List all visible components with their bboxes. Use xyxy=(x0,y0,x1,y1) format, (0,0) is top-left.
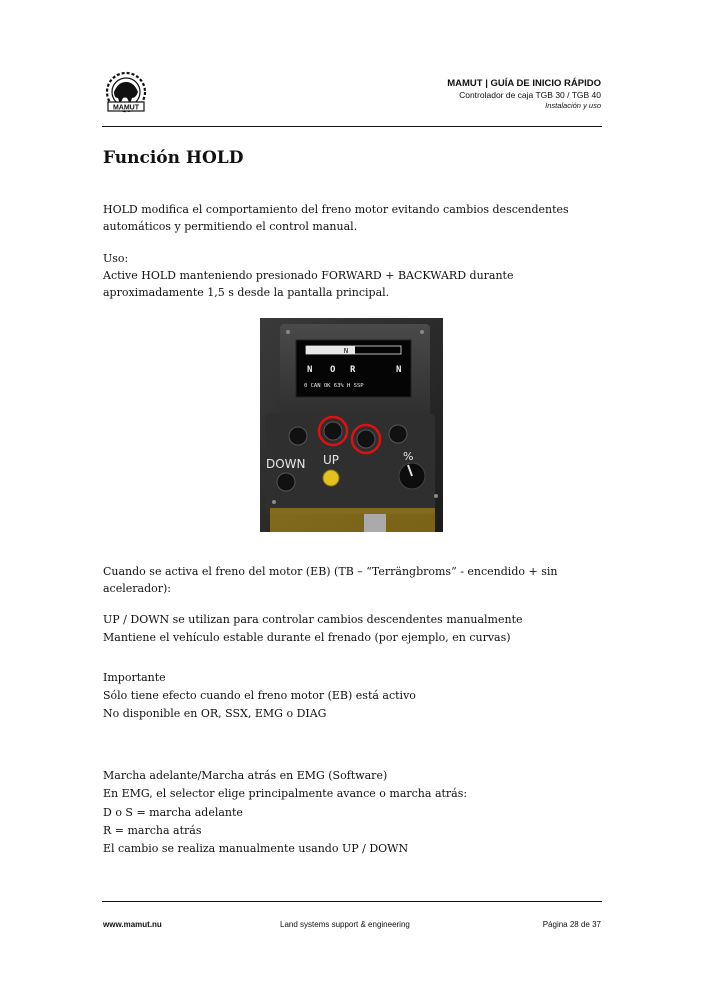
header-section: Instalación y uso xyxy=(545,101,601,110)
header-divider xyxy=(102,126,602,127)
eb-line-1: UP / DOWN se utilizan para controlar cambios descendentes manualmente xyxy=(103,613,523,626)
display-status-text: 0 CAN OK 63% H SSP xyxy=(304,383,364,389)
uso-paragraph: Active HOLD manteniendo presionado FORWARD + BACKWARD durante aproximadamente 1,5 s desde la pantalla principal. xyxy=(103,269,514,299)
display-row-2: O xyxy=(330,365,336,375)
mamut-logo xyxy=(100,70,152,116)
intro-paragraph: HOLD modifica el comportamiento del freno motor evitando cambios descendentes automáticos y permitiendo el control manual. xyxy=(103,203,569,233)
emg-line-3: R = marcha atrás xyxy=(103,824,202,837)
eb-line-2: Mantiene el vehículo estable durante el frenado (por ejemplo, en curvas) xyxy=(103,631,511,644)
display-top-text: N xyxy=(343,347,349,355)
label-percent: % xyxy=(403,450,414,463)
footer-tagline: Land systems support & engineering xyxy=(280,920,410,929)
important-heading: Importante xyxy=(103,671,166,684)
header-subtitle: Controlador de caja TGB 30 / TGB 40 xyxy=(459,90,601,100)
emg-line-2: D o S = marcha adelante xyxy=(103,806,243,819)
emg-line-4: El cambio se realiza manualmente usando UP / DOWN xyxy=(103,842,409,855)
page-title: Función HOLD xyxy=(103,148,244,168)
footer-website-link[interactable]: www.mamut.nu xyxy=(103,920,162,929)
emg-line-1: En EMG, el selector elige principalmente avance o marcha atrás: xyxy=(103,787,468,800)
uso-heading: Uso: xyxy=(103,252,129,265)
footer-divider xyxy=(102,901,602,902)
display-row-4: N xyxy=(396,365,402,375)
logo-text: MAMUT xyxy=(112,104,140,112)
important-line-2: No disponible en OR, SSX, EMG o DIAG xyxy=(103,707,327,720)
display-row-3: R xyxy=(350,365,356,375)
controller-photo xyxy=(260,318,443,532)
header-brand: MAMUT | GUÍA DE INICIO RÁPIDO xyxy=(447,78,601,89)
label-down: DOWN xyxy=(266,457,306,471)
footer-page-number: Página 28 de 37 xyxy=(542,920,601,929)
label-up: UP xyxy=(323,453,340,467)
display-row-1: N xyxy=(307,365,313,375)
emg-heading: Marcha adelante/Marcha atrás en EMG (Software) xyxy=(103,769,388,782)
eb-paragraph: Cuando se activa el freno del motor (EB) (TB – “Terrängbroms” - encendido + sin acelerador): xyxy=(103,565,558,595)
important-line-1: Sólo tiene efecto cuando el freno motor (EB) está activo xyxy=(103,689,416,702)
